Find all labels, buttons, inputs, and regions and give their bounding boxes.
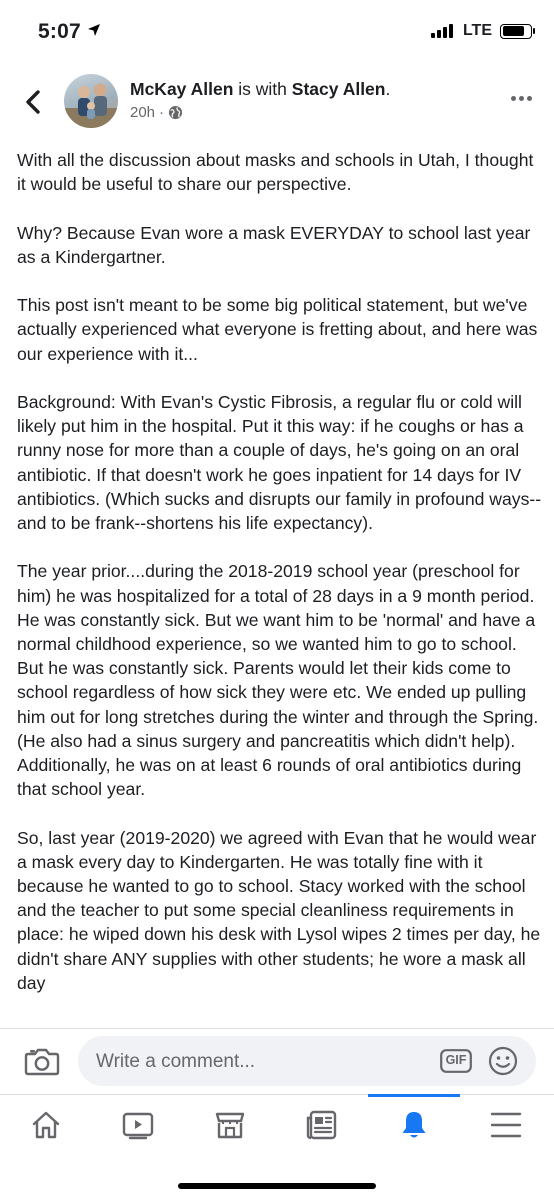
more-options-button[interactable] bbox=[511, 96, 532, 101]
post-paragraph: The year prior....during the 2018-2019 school year (preschool for him) he was hospitalized for a total of 28 days in a 9 month period. He was constantly sick. But we want him to be 'normal' and have a normal childhood experience, so we wanted him to go to school. But he was constantly sick. Parents would let their kids come to school regardless of how sick they were etc. We ended up pulling him out for long stretches during the winter and through the Spring. (He also had a sinus surgery and pancreatitis which didn't help). Additionally, he was on at least 6 rounds of oral antibiotics during that school year. bbox=[17, 561, 539, 800]
author-name[interactable]: McKay Allen bbox=[130, 79, 234, 99]
post-meta bbox=[130, 104, 183, 121]
smiley-icon bbox=[488, 1046, 518, 1076]
video-icon bbox=[122, 1109, 154, 1141]
post-timestamp[interactable]: 20h bbox=[130, 104, 156, 121]
gif-button[interactable] bbox=[440, 1049, 472, 1073]
tagged-name[interactable]: Stacy Allen bbox=[291, 79, 386, 99]
author-line-suffix: . bbox=[385, 79, 391, 99]
post-paragraph: So, last year (2019-2020) we agreed with Evan that he would wear a mask every day to Kindergarten. He was totally fine with it because he wanted to go to school. Stacy worked with the school and the teacher to put some special cleanliness requirements in place: he wiped down his desk with Lysol wipes 2 times per day, he didn't share ANY supplies with other students; he wore a mask all day bbox=[17, 827, 541, 993]
chevron-left-icon bbox=[18, 86, 48, 118]
bell-icon bbox=[398, 1109, 430, 1141]
avatar-photo bbox=[64, 74, 118, 128]
with-connector: is with bbox=[233, 79, 292, 99]
tab-bar bbox=[0, 1094, 554, 1201]
comment-bar bbox=[0, 1028, 554, 1095]
home-indicator bbox=[178, 1183, 376, 1189]
globe-icon bbox=[168, 105, 183, 120]
status-bar bbox=[0, 0, 554, 66]
status-time: 5:07 bbox=[38, 20, 101, 44]
meta-separator: · bbox=[159, 104, 165, 121]
home-icon bbox=[30, 1109, 62, 1141]
camera-icon bbox=[24, 1045, 60, 1077]
tab-news[interactable] bbox=[276, 1095, 368, 1155]
news-icon bbox=[306, 1109, 338, 1141]
menu-icon bbox=[490, 1109, 522, 1141]
author-line bbox=[130, 79, 390, 100]
camera-button[interactable] bbox=[24, 1045, 60, 1077]
status-indicators bbox=[431, 22, 532, 40]
tab-notifications[interactable] bbox=[368, 1095, 460, 1155]
avatar[interactable] bbox=[64, 74, 118, 128]
comment-field bbox=[78, 1036, 536, 1086]
tab-home[interactable] bbox=[0, 1095, 92, 1155]
post-paragraph: Why? Because Evan wore a mask EVERYDAY to school last year as a Kindergartner. bbox=[17, 222, 531, 267]
marketplace-icon bbox=[214, 1109, 246, 1141]
emoji-button[interactable] bbox=[488, 1046, 518, 1076]
post-header bbox=[0, 66, 554, 136]
gif-label: GIF bbox=[445, 1053, 467, 1067]
signal-icon bbox=[431, 24, 453, 38]
post-paragraph: Background: With Evan's Cystic Fibrosis, a regular flu or cold will likely put him in the hospital. Put it this way: if he coughs or has a runny nose for more than a couple of days, he's going on an oral antibiotic. If that doesn't work he goes inpatient for 14 days for IV antibiotics. (Which sucks and disrupts our family in profound ways--and to be frank--shortens his life expectancy). bbox=[17, 391, 542, 533]
back-button[interactable] bbox=[18, 86, 48, 118]
post-body bbox=[17, 148, 543, 1028]
post-paragraph: With all the discussion about masks and schools in Utah, I thought it would be useful to share our perspective. bbox=[17, 150, 534, 195]
tab-watch[interactable] bbox=[92, 1095, 184, 1155]
location-arrow-icon bbox=[87, 23, 101, 37]
network-label: LTE bbox=[462, 22, 492, 39]
battery-icon bbox=[500, 24, 532, 39]
post-paragraph: This post isn't meant to be some big political statement, but we've actually experienced what everyone is fretting about, and here was our experience with it... bbox=[17, 295, 538, 364]
tab-menu[interactable] bbox=[460, 1095, 552, 1155]
tab-marketplace[interactable] bbox=[184, 1095, 276, 1155]
comment-input[interactable] bbox=[94, 1036, 428, 1088]
